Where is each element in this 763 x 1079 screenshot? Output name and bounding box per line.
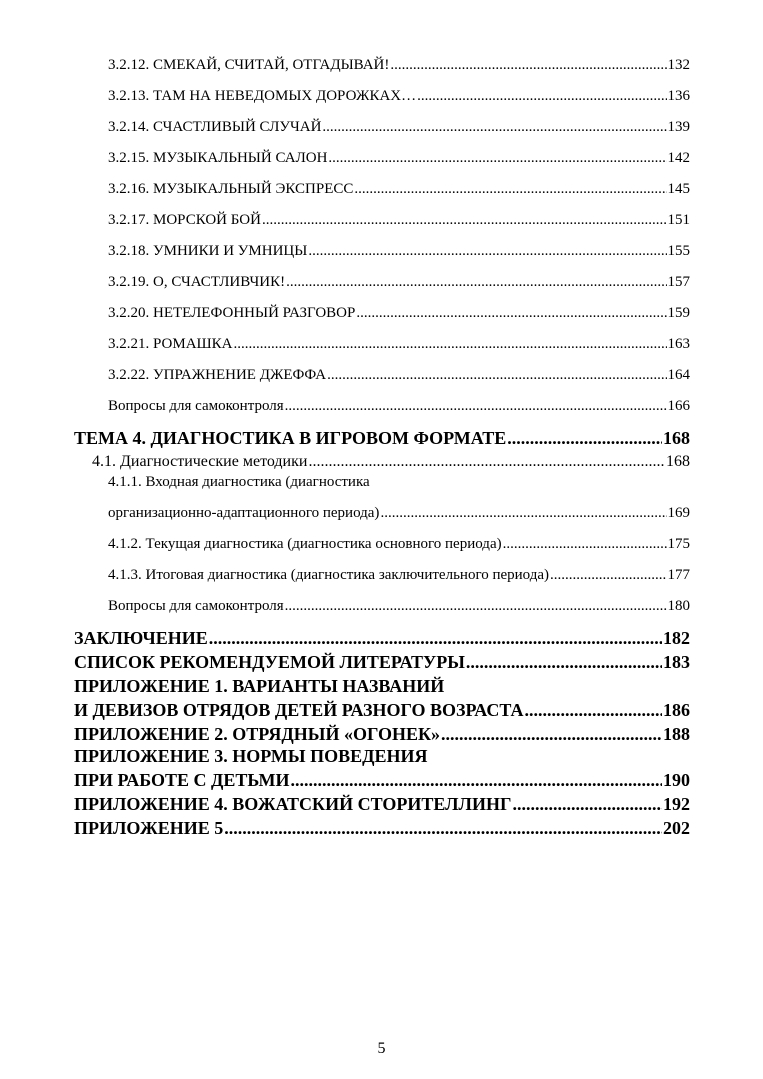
toc-entry-title: 3.2.14. СЧАСТЛИВЫЙ СЛУЧАЙ	[108, 119, 322, 135]
toc-entry[interactable]	[108, 505, 690, 522]
toc-entry-page: 151	[667, 212, 690, 228]
toc-entry-page: 164	[667, 367, 690, 383]
dot-leader	[286, 274, 666, 291]
toc-entry-title: 3.2.18. УМНИКИ И УМНИЦЫ	[108, 243, 308, 259]
toc-entry-title: 3.2.21. РОМАШКА	[108, 336, 233, 352]
toc-entry-page: 132	[667, 57, 690, 73]
dot-leader	[503, 536, 667, 553]
toc-entry-page: 180	[667, 598, 690, 614]
toc-entry-page: 183	[663, 652, 690, 672]
toc-entry-title: ПРИЛОЖЕНИЕ 5	[74, 818, 224, 838]
toc-chapter-entry[interactable]	[74, 700, 690, 721]
toc-entry-title-line1: ПРИЛОЖЕНИЕ 3. НОРМЫ ПОВЕДЕНИЯ	[74, 746, 428, 766]
dot-leader	[291, 770, 662, 791]
toc-entry[interactable]	[108, 212, 690, 229]
dot-leader	[328, 150, 666, 167]
dot-leader	[224, 818, 662, 839]
dot-leader	[441, 724, 662, 745]
toc-entry-title: 3.2.16. МУЗЫКАЛЬНЫЙ ЭКСПРЕСС	[108, 181, 354, 197]
toc-entry-title-line1: ПРИЛОЖЕНИЕ 1. ВАРИАНТЫ НАЗВАНИЙ	[74, 676, 445, 696]
toc-entry-title: 4.1.2. Текущая диагностика (диагностика основного периода)	[108, 536, 502, 552]
dot-leader	[512, 794, 662, 815]
toc-entry-title: ЗАКЛЮЧЕНИЕ	[74, 628, 208, 648]
toc-entry-title: 3.2.20. НЕТЕЛЕФОННЫЙ РАЗГОВОР	[108, 305, 356, 321]
toc-entry-page: 192	[663, 794, 690, 814]
toc-entry-page: 182	[663, 628, 690, 648]
toc-entry[interactable]	[108, 336, 690, 353]
toc-entry-title: ПРИ РАБОТЕ С ДЕТЬМИ	[74, 770, 290, 790]
toc-entry-page: 169	[667, 505, 690, 521]
toc-chapter-entry[interactable]	[74, 794, 690, 815]
page-number: 5	[377, 1040, 386, 1057]
toc-entry-page: 145	[667, 181, 690, 197]
toc-entry[interactable]	[108, 536, 690, 553]
toc-chapter-entry[interactable]	[74, 724, 690, 745]
toc-entry-page: 155	[667, 243, 690, 259]
toc-entry-title: 3.2.19. О, СЧАСТЛИВЧИК!	[108, 274, 286, 290]
toc-chapter-entry[interactable]	[74, 428, 690, 449]
toc-entry-title: 4.1.3. Итоговая диагностика (диагностика заключительного периода)	[108, 567, 550, 583]
toc-section-entry[interactable]	[92, 453, 690, 471]
toc-entry-title: И ДЕВИЗОВ ОТРЯДОВ ДЕТЕЙ РАЗНОГО ВОЗРАСТА	[74, 700, 524, 720]
dot-leader	[209, 628, 662, 649]
toc-entry[interactable]	[108, 398, 690, 415]
toc-entry[interactable]	[108, 598, 690, 615]
toc-entry-page: 186	[663, 700, 690, 720]
dot-leader	[234, 336, 667, 353]
dot-leader	[466, 652, 662, 673]
toc-entry-title: 3.2.12. СМЕКАЙ, СЧИТАЙ, ОТГАДЫВАЙ!	[108, 57, 390, 73]
toc-entry-title: 3.2.13. ТАМ НА НЕВЕДОМЫХ ДОРОЖКАХ…	[108, 88, 417, 104]
toc-entry-page: 139	[667, 119, 690, 135]
toc-entry[interactable]	[108, 567, 690, 584]
dot-leader	[327, 367, 666, 384]
toc-entry[interactable]	[108, 305, 690, 322]
toc-entry-page: 175	[667, 536, 690, 552]
toc-entry-title: ТЕМА 4. ДИАГНОСТИКА В ИГРОВОМ ФОРМАТЕ	[74, 428, 507, 448]
toc-entry[interactable]	[108, 88, 690, 105]
toc-entry[interactable]	[108, 57, 690, 74]
toc-entry-page: 168	[666, 453, 690, 470]
dot-leader	[390, 57, 666, 74]
toc-entry[interactable]	[108, 274, 690, 291]
toc-entry-title: ПРИЛОЖЕНИЕ 2. ОТРЯДНЫЙ «ОГОНЕК»	[74, 724, 441, 744]
toc-entry-title-line1: 4.1.1. Входная диагностика (диагностика	[108, 474, 370, 490]
toc-entry-page: 157	[667, 274, 690, 290]
dot-leader	[285, 398, 667, 415]
toc-entry-page: 142	[667, 150, 690, 166]
toc-entry-title: Вопросы для самоконтроля	[108, 398, 284, 414]
toc-entry-page: 168	[663, 428, 690, 448]
toc-chapter-entry[interactable]	[74, 628, 690, 649]
toc-entry-page: 163	[667, 336, 690, 352]
dot-leader	[322, 119, 666, 136]
toc-entry[interactable]	[108, 150, 690, 167]
dot-leader	[380, 505, 666, 522]
toc-entry[interactable]	[108, 367, 690, 384]
toc-entry-title: 3.2.22. УПРАЖНЕНИЕ ДЖЕФФА	[108, 367, 327, 383]
dot-leader	[417, 88, 666, 105]
dot-leader	[285, 598, 667, 615]
toc-entry-title: СПИСОК РЕКОМЕНДУЕМОЙ ЛИТЕРАТУРЫ	[74, 652, 465, 672]
dot-leader	[356, 305, 666, 322]
toc-entry-page: 136	[667, 88, 690, 104]
toc-chapter-entry[interactable]	[74, 818, 690, 839]
dot-leader	[524, 700, 662, 721]
toc-entry-page: 177	[667, 567, 690, 583]
toc-entry-page: 159	[667, 305, 690, 321]
toc-entry-title: 3.2.17. МОРСКОЙ БОЙ	[108, 212, 261, 228]
dot-leader	[354, 181, 666, 198]
toc-entry-page: 202	[663, 818, 690, 838]
toc-chapter-entry[interactable]	[74, 770, 690, 791]
toc-entry-title: 3.2.15. МУЗЫКАЛЬНЫЙ САЛОН	[108, 150, 328, 166]
toc-entry-page: 188	[663, 724, 690, 744]
toc-entry-title: Вопросы для самоконтроля	[108, 598, 284, 614]
toc-entry[interactable]	[108, 119, 690, 136]
dot-leader	[308, 453, 665, 471]
toc-entry-title: 4.1. Диагностические методики	[92, 453, 308, 470]
dot-leader	[507, 428, 662, 449]
toc-entry[interactable]	[108, 181, 690, 198]
dot-leader	[262, 212, 667, 229]
toc-entry-page: 190	[663, 770, 690, 790]
toc-chapter-entry[interactable]	[74, 652, 690, 673]
toc-entry[interactable]	[108, 243, 690, 260]
toc-entry-title: ПРИЛОЖЕНИЕ 4. ВОЖАТСКИЙ СТОРИТЕЛЛИНГ	[74, 794, 512, 814]
toc-entry-page: 166	[667, 398, 690, 414]
dot-leader	[308, 243, 666, 260]
dot-leader	[550, 567, 666, 584]
toc-entry-title: организационно-адаптационного периода)	[108, 505, 380, 521]
